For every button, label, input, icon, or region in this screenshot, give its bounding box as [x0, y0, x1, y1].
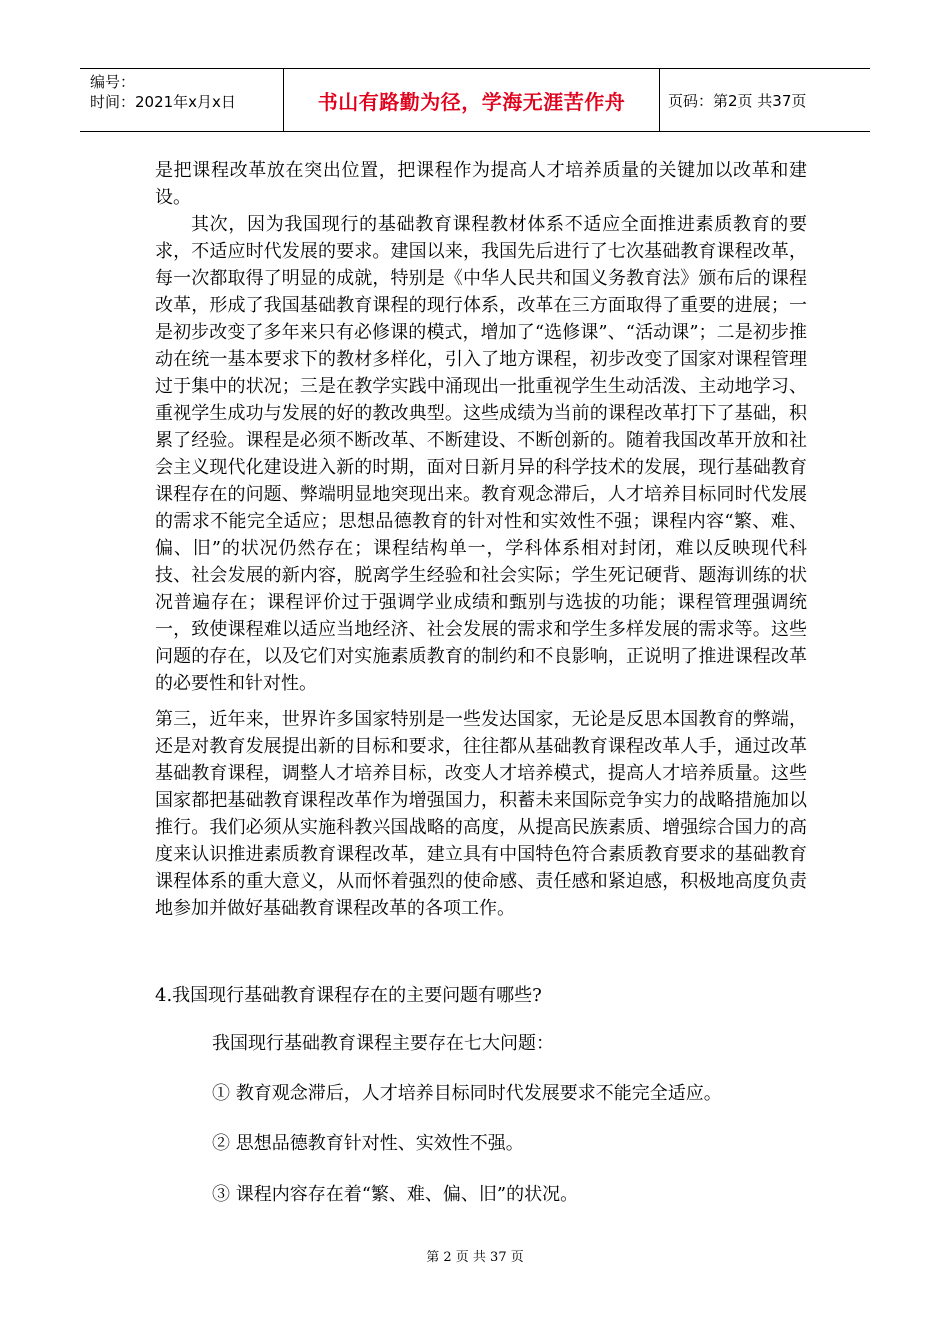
answer-intro: 我国现行基础教育课程主要存在七大问题：: [212, 1033, 554, 1054]
paragraph-continuation: 是把课程改革放在突出位置，把课程作为提高人才培养质量的关键加以改革和建设。: [155, 160, 807, 208]
header-table: [80, 68, 870, 132]
paragraph-third: 第三，近年来，世界许多国家特别是一些发达国家，无论是反思本国教育的弊端，还是对教育发展提出新的目标和要求，往往都从基础教育课程改革人手，通过改革基础教育课程，调整人才培养目标，改变人才培养模式，提高人才培养质量。这些国家都把基础教育课程改革作为增强国力，积蓄未来国际竞争实力的战略措施加以推行。我们必须从实施科教兴国战略的高度，从提高民族素质、增强综合国力的高度来认识推进素质教育课程改革，建立具有中国特色符合素质教育要求的基础教育课程体系的重大意义，从而怀着强烈的使命感、责任感和紧迫感，积极地高度负责地参加并做好基础教育课程改革的各项工作。: [155, 709, 807, 919]
question-heading: 4.我国现行基础教育课程存在的主要问题有哪些?: [155, 985, 542, 1006]
list-item: ② 思想品德教育针对性、实效性不强。: [212, 1133, 524, 1154]
header-left-cell: [80, 69, 284, 131]
number-label: 编号：: [90, 73, 136, 91]
header-motto: 书山有路勤为径，学海无涯苦作舟: [284, 69, 660, 131]
header-page-info: 页码：第2页 共37页: [668, 91, 807, 110]
paragraph-second: 其次，因为我国现行的基础教育课程教材体系不适应全面推进素质教育的要求，不适应时代发展的要求。建国以来，我国先后进行了七次基础教育课程改革，每一次都取得了明显的成就，特别是《中华人民共和国义务教育法》颁布后的课程改革，形成了我国基础教育课程的现行体系，改革在三方面取得了重要的进展；一是初步改变了多年来只有必修课的模式，增加了“选修课”、“活动课”；二是初步推动在统一基本要求下的教材多样化，引入了地方课程，初步改变了国家对课程管理过于集中的状况；三是在教学实践中涌现出一批重视学生生动活泼、主动地学习、重视学生成功与发展的好的教改典型。这些成绩为当前的课程改革打下了基础，积累了经验。课程是必须不断改革、不断建设、不断创新的。随着我国改革开放和社会主义现代化建设进入新的时期，面对日新月异的科学技术的发展，现行基础教育课程存在的问题、弊端明显地突现出来。教育观念滞后，人才培养目标同时代发展的需求不能完全适应；思想品德教育的针对性和实效性不强；课程内容“繁、难、偏、旧”的状况仍然存在；课程结构单一，学科体系相对封闭，难以反映现代科技、社会发展的新内容，脱离学生经验和社会实际；学生死记硬背、题海训练的状况普遍存在；课程评价过于强调学业成绩和甄别与选拔的功能；课程管理强调统一，致使课程难以适应当地经济、社会发展的需求和学生多样发展的需求等。这些问题的存在，以及它们对实施素质教育的制约和不良影响，正说明了推进课程改革的必要性和针对性。: [155, 214, 807, 694]
time-label: 时间：2021年x月x日: [90, 93, 236, 111]
list-item: ③ 课程内容存在着“繁、难、偏、旧”的状况。: [212, 1184, 579, 1205]
list-item: ① 教育观念滞后，人才培养目标同时代发展要求不能完全适应。: [212, 1083, 722, 1104]
footer-page-number: 第 2 页 共 37 页: [426, 1250, 524, 1265]
